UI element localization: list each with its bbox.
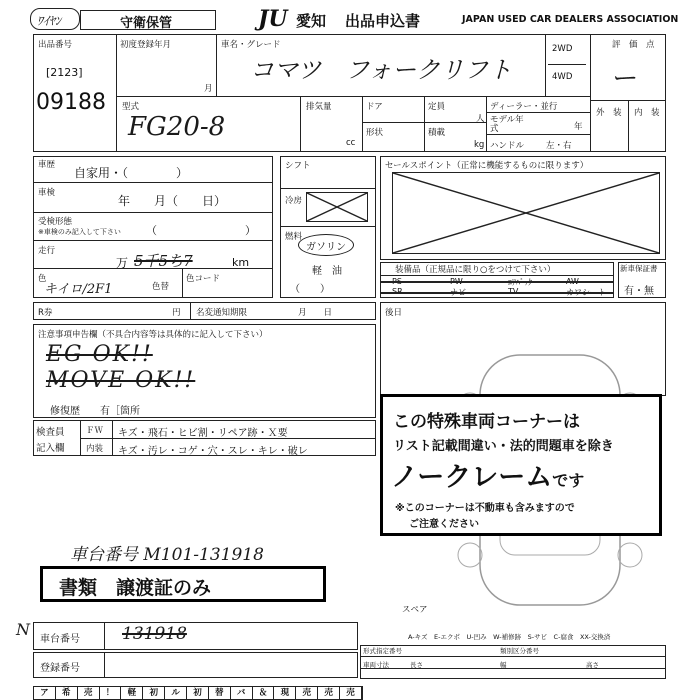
footer-cell: 初 [143, 687, 165, 699]
footer-cell: ア [34, 687, 56, 699]
footer-cell: ＆ [253, 687, 275, 699]
mileage-label: 走行 [38, 246, 56, 256]
docs-text: 書類 譲渡証のみ [59, 577, 212, 599]
fw-tag: ＦＷ [86, 426, 104, 436]
handle-options: 左・右 [546, 141, 572, 151]
color-label: 色 [38, 274, 47, 284]
receipt-note: ※車検のみ記入して下さい [38, 228, 121, 236]
equipment-item: ナビ [450, 288, 466, 297]
footer-cell: 売 [296, 687, 318, 699]
special-line1: この特殊車両コーナーは [393, 412, 580, 432]
dims-width: 幅 [500, 661, 507, 669]
lot-bracket: [2123] [46, 66, 83, 79]
warranty-label: 新車保証書 [620, 264, 658, 273]
interior-tag: 内装 [86, 444, 104, 454]
receipt-parens: （ ） [146, 224, 256, 237]
chassis-row [33, 622, 358, 650]
footer-cell: 初 [187, 687, 209, 699]
history-value: 自家用・（ ） [74, 166, 189, 180]
fuel-diesel: 軽 油 [312, 266, 342, 277]
mileage-man: 万 [116, 256, 129, 270]
rating-exterior: 外 装 [596, 108, 622, 118]
load-label: 積載 [428, 128, 446, 138]
capacity-unit: 人 [476, 114, 485, 124]
corner-tag [30, 8, 80, 30]
fw-text: キズ・飛石・ヒビ割・リペア跡・Ｘ要 [118, 428, 288, 439]
shape-label: 形状 [366, 128, 384, 138]
footer-cell: 売 [340, 687, 362, 699]
dims-form-label: 形式指定番号 [363, 647, 402, 655]
car-name-value: コマツ フォークリフト [250, 56, 513, 84]
color-value: キイロ/2F1 [44, 282, 113, 297]
rating-interior: 内 装 [634, 108, 660, 118]
cooler-label: 冷房 [285, 196, 303, 206]
chassis-row-label: 車台番号 [40, 634, 80, 645]
footer-cell: ！ [100, 687, 122, 699]
first-reg-label: 初度登録年月 [120, 40, 172, 50]
special-corner-box [380, 394, 662, 536]
model-year-label: モデル年式 [490, 115, 524, 134]
equipment-item: TV [508, 287, 519, 296]
model-value: FG20-8 [128, 112, 226, 142]
fuel-label: 燃料 [285, 232, 303, 242]
org-en: JAPAN USED CAR DEALERS ASSOCIATION [462, 14, 679, 25]
dims-vdims-label: 車両寸法 [363, 661, 389, 669]
dims-height: 高さ [586, 661, 599, 669]
notice-label: 名変通知期限 [196, 308, 248, 318]
special-line3-suffix: です [552, 471, 585, 490]
footer-cell: 替 [209, 687, 231, 699]
special-note1: ※このコーナーは不動車も含みますので [395, 503, 575, 514]
doors-label: ドア [366, 102, 383, 112]
inspector-label-2: 記入欄 [36, 443, 65, 454]
footer-cell: 売 [78, 687, 100, 699]
attention-label: 注意事項申告欄（不具合内容等は具体的に記入して下さい） [38, 330, 268, 340]
repair-history: 修復歴 有［箇所 [50, 406, 140, 417]
mileage-km: km [232, 256, 250, 269]
corner-tag-text: ﾜｲﾔﾝ [37, 14, 62, 28]
fuel-gasoline: ガソリン [306, 242, 346, 253]
docs-box [40, 566, 326, 602]
capacity-label: 定員 [428, 102, 446, 112]
equipment-item: PS [392, 277, 402, 286]
org-jp: 愛知 [296, 12, 327, 30]
footer-cell: 売 [318, 687, 340, 699]
mileage-handwritten: 5千5ち7 [134, 252, 193, 270]
sales-points-label: セールスポイント（正常に機能するものに限ります） [385, 161, 589, 171]
special-line3: ノークレーム [391, 462, 553, 493]
registration-row [33, 652, 358, 678]
interior-text: キズ・汚レ・コゲ・穴・スレ・キレ・破レ [118, 446, 308, 457]
cooler-crossed-box [306, 192, 368, 222]
r-ticket-label: R券 [38, 308, 53, 318]
r-ticket-unit: 円 [172, 308, 181, 318]
receipt-label: 受検形態 [38, 217, 73, 227]
equipment-label: 装備品（正規品に限り○をつけて下さい） [395, 265, 556, 275]
footer-cell: 軽 [121, 687, 143, 699]
handle-label: ハンドル [490, 141, 525, 151]
color-code-label: 色コード [186, 274, 221, 284]
displacement-unit: cc [346, 138, 356, 148]
guard-label: 守衛保管 [120, 16, 173, 31]
rating-label: 評 価 点 [612, 40, 655, 50]
attention-line2: MOVE OK!! [46, 368, 196, 393]
drive-2wd: 2WD [552, 44, 573, 54]
equipment-item: PW [450, 277, 463, 286]
dims-class-label: 類別区分番号 [500, 647, 539, 655]
color-change-label: 色替 [152, 282, 170, 292]
footer-cell: 現 [274, 687, 296, 699]
equipment-item: SR [392, 287, 403, 296]
margin-mark: N [16, 620, 30, 639]
special-line2: リスト記載間違い・法的問題車を除き [393, 439, 614, 454]
rating-value: ー [610, 64, 637, 94]
drive-4wd: 4WD [552, 72, 573, 82]
fuel-parens: （ ） [290, 284, 330, 295]
registration-label: 登録番号 [40, 663, 80, 674]
ju-logo: JU [258, 6, 288, 32]
model-label: 型式 [122, 102, 140, 112]
remarks-label: 後日 [385, 308, 403, 318]
car-name-label: 車名・グレード [221, 40, 281, 50]
equipment-item: AW [566, 277, 579, 286]
shift-label: シフト [285, 161, 311, 171]
footer-cell: 希 [56, 687, 78, 699]
lot-label: 出品番号 [38, 40, 73, 50]
model-year-unit: 年 [574, 122, 583, 132]
equipment-item: ｴｱﾊﾞｯｸ [508, 278, 532, 287]
displacement-label: 排気量 [306, 102, 332, 112]
history-label: 車歴 [38, 160, 56, 170]
inspector-label-1: 検査員 [36, 427, 65, 438]
load-unit: kg [474, 140, 485, 150]
chassis-row-value: 131918 [122, 624, 187, 644]
footer-cell: ル [165, 687, 187, 699]
footer-strip [33, 686, 363, 700]
notice-unit: 月 日 [298, 308, 333, 318]
lot-number: 09188 [36, 90, 106, 115]
first-reg-month: 月 [204, 84, 213, 94]
warranty-value: 有・無 [624, 286, 654, 297]
spare-label: スペア [402, 605, 428, 615]
damage-legend: A-キズ E-エクボ U-凹み W-補修跡 S-サビ C-腐食 XX-交換済 [408, 633, 611, 641]
dealer-label: ディーラー・並行 [490, 102, 558, 112]
dims-length: 長さ [410, 661, 423, 669]
equipment-item: カワシート [566, 288, 606, 297]
chassis-handwritten: 車台番号 M101-131918 [70, 545, 264, 565]
sales-points-crossed [392, 172, 660, 254]
inspection-value: 年 月（ 日） [118, 194, 227, 208]
inspection-label: 車検 [38, 188, 56, 198]
attention-line1: EG OK!! [46, 342, 153, 367]
footer-cell: バ [231, 687, 253, 699]
form-title: 出品申込書 [345, 12, 421, 30]
special-note2: ご注意ください [409, 519, 479, 530]
